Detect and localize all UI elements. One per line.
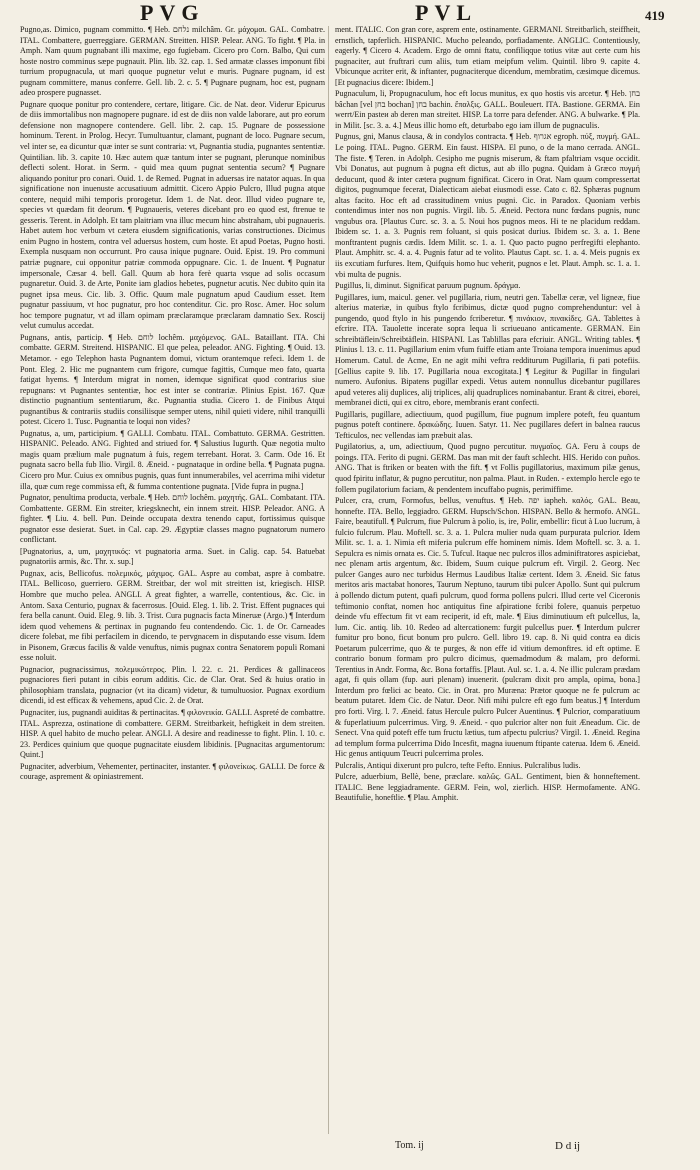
entry-pugnacior: Pugnacior, pugnacissimus, πολεμικώτερος. Plin. l. 22. c. 21. Perdices & gallinaceos pugnaciores fieri putant in cibis eorum additis. Cic. de Clar. Orat. Sed & huius oratio in philosophiam translata, pugnacior (vt ita dicam) videtur, & tumultuosior. Pugnax exordium dicendi, id est efficax & vehemens, apud Cic. 2. de Orat. (20, 664, 325, 706)
entry-pugillares: Pugillares, ium, maicul. gener. vel pugillaria, rium, neutri gen. Tabellæ ceræ, vel ligneæ, fiue alterius materiæ, in quibus ftylo fcribimus, dictæ quod pugno comprehenduntur: vel à pungendo, quod ftylo in his pungendo fcriberetur. ¶ πινάκιον, πινακίδες. GA. Tablettes à efcrire. ITA. Tauolette incerate sopra lequa li scriueuano anticamente. GERMAN. Ein schreibtäflein/Schreibtäflein. HISPANI. Las Tablillas para efcriuir. ANGL. Writing tables. ¶ Plinius l. 13. c. 11. Pugillarium enim vfum fuiffe etiam ante Troiana tempora inuenimus apud Homerum. Catul. de Acme, En ne agit mihi veftra redditurum Pugillaria, fi pati potefiis. [Gellius capite 9. lib. 17. Pugillaria noua excogitata.] ¶ Legitur & Pugillar in fingulari numero. Aufonius. Bipatens pugillar expedi. Vetus autem nonnullus dicebantur pugillares apud veteres alij duplices, alij triplices, alij quadruplices nominabantur. Erant & citrei, eborei, membranei dicti, qui ex citro, ebore, membranis erant confecti. (335, 292, 640, 408)
right-running-head: PVL (415, 0, 477, 25)
entry-pugnax: Pugnax, acis, Bellicofus. πολεμικός, μάχιμος. GAL. Aspre au combat, aspre à combatre. ITAL. Bellicoso, guerriero. GERM. Streitbar, der wol mit streitten ist, kriegisch. HISP. Hombre que mucho pelea. ANGLI. A great fighter, a warrelle, contentious, &c. Cic. in Antom. Saxa Centurio, pugnax & facerrosus. [Ouid. Eleg. 1. lib. 2. Trist. Effent pugnaces qui fera bella canunt. Ouid. Eleg. 9. lib. 3. Trist. Cura pugnacis facta Mineruæ (Argo.) ¶ Interdum idem quod vehemens & pertinax in pugnando feu contendendo. Cic. 1. de Or. Carneades dicere folebat, me fibi perfacilem in dicendo, te pervgnacem in disputando esse visum. Idem in Pisonem, Græcus facilis & valde venuftus, nimis pugnax contra Senatorem populi Romani esse noluit. (20, 568, 325, 663)
column-divider (328, 26, 329, 1134)
entry-pugno: Pugno,as. Dimico, pugnam committo. ¶ Heb. נלחם milchâm. Gr. μάχομαι. GAL. Combatre. ITAL. Combattere, guerreggiare. GERMAN. Streitten. HISP. Pelear. ANG. To fight. ¶ Pla. in Amph. Nam quum pugnabant illi maxime, ego fugiebam. Cicero pro Corn. Balbo, Qui cum hoste nostro comminus sæpe pugnauit. Plin. lib. 32. cap. 1. Sed armatæ classes imponunt fibi turrium propugnacula, ut mari quoque pugnetur velut e muris. Pugnare pugnam, id est pugnam committere, manus conferre. Gell. lib. 2. c. 5. ¶ Pugnare pugnam, hoc est, pugnam adeo prospere pugnasset. (20, 25, 325, 98)
entry-pugnatorius: [Pugnatorius, a, um, μαχητικός: vt pugnatoria arma. Suet. in Calig. cap. 54. Batuebat pugnatoriis armis, &c. Thr. x. sup.] (20, 546, 325, 567)
entry-pulcralis: Pulcralis, Antiqui dixerunt pro pulcro, tefte Fefto. Ennius. Pulcralibus ludis. (335, 760, 581, 770)
entry-pugnaciter: Pugnaciter, adverbium, Vehementer, pertinaciter, instanter. ¶ φιλονείκως. GALLI. De force & courage, asprement & opiniastrement. (20, 761, 325, 782)
right-column (335, 24, 640, 1134)
entry-pugillus: Pugillus, li, diminut. Significat paruum pugnum. δράγμα. (335, 281, 521, 291)
entry-pugnacitas: Pugnaciter, ius, pugnandi auiditas & pertinacitas. ¶ φιλονεικία. GALLI. Aspreté de combattre. ITAL. Asprezza, ostinatione di combattere. GERM. Streitbarkeit, heftigkeit in dem streiten. HISP. A quel habito de mucho pelear. ANGLI. A desire and readinesse to fight. Plin. l. 10. c. 23. Perdices quinium que quoque pugnacitate eiusdem libidinis. [Pugnacitas argumentorum: Quint.] (20, 708, 325, 760)
entry-pugnaciter-cont: ment. ITALIC. Con gran core, asprem ente, ostinamente. GERMANI. Streitbarlich, steiffheit, ernstlich, tapferlich. HISPANIC. Mucho peleando, porfiadamente. ANGLIC. Contentiously, eagerly. ¶ Cicero 4. Academ. Ergo de omni ftatu, confiliqque totius vitæ aut certe cum his pugnaciter, aut fruftrari cum aliis, tum etiam meipfum velim. Quintil. libro 9. capite 4. Vbicunque acriter erit, & inftanter, pugnaciterque dicendum, membratim, cæsimque dicemus. [Et pugnacius dicere: Ibidem.] (335, 25, 640, 87)
left-column (20, 24, 325, 1134)
signature-mark: D d ij (555, 1140, 581, 1152)
entry-pugillaris: Pugillaris, pugillare, adiectiuum, quod pugillum, fiue pugnum implere poteft, feu quantum pugnus poteft continere. δρακώδης. Iuuen. Satyr. 11. Nec pugillares defert in balnea raucus Tefticulos, nec vellendas iam præbuit alas. (335, 409, 640, 440)
entry-pulcer: Pulcer, cra, crum, Formofus, bellus, venuftus. ¶ Heb. יפה iapheh. καλός. GAL. Beau, honnefte. ITA. Bello, leggiadro. GERM. Hupsch/Schon. HISPAN. Bello & hermofo. ANGL. Faire, beautifull. ¶ Pulcrum, fiue Pulcrum à polio, is, ire, Polir, embellir: ficut à Luo lucrum, à fulcio fulcrum. Plau. Moftell. sc. 3. a. 1. Pulcra mulier nuda quam purpurata pulcrior. Idem Milit. sc. 1. a. 1. Nimia eft miferia pulcrum effe hominem nimis. Idem Moftell. sc. 3. a. 1. Sepulcra es nimis ornata es. Cic. 5. Tufcul. Itaque nec pulcros illos adminiftratores aspiciebat, nec plenam artis argentum, &c. Ibidem, Suum cuique pulcrum eft. Virgil. 2. Georg. Nec pulcer Ganges auro nec turbidus Hermus Laudibus Italiæ certent. Idem 3. Æneid. Sic fatus meritos aris mactabat honores, Taurum Neptuno, taurum tibi pulcer Apollo. Sunt qui pulcrum à pollendo dictum putent, quafi pulcrum, quod forma pollens pulcri. Illud certe vel Ciceronis teftimonio conftat, nomen hoc antiquitus fine afpiratione fcribi folere, quanuis perpetuo deinde vfu effectum fit vt eam reciperit, id eft, male. ¶ Eius diminutiuum eft pulcellus, la, lum. Cic. antiq. lib. 10. Redeo ad altercationem: furgit pulcellus puer. ¶ Interdum pulcrer fumitur pro bono, ficut bonum pro pulcro. Gell. libro 19. cap. 8. Ni quid contra ea dicis Poetarum pulcerrime, quo & te purges, & non effe id vitium demonftres. id eft optime. E contrario bonum formam pro pulcro dicimus, quemadmodum & malam, pro deformi. Terentius in Andr. Forma, &c. Bona fortaffis. [Plaut. Aul. sc. 1. a. 4. Ne illic pulcram prædam agat, fi quis ollam (fup. auri plenam) inuenerit. (pulcram dixit pro ampla, opima, bona.] Interdum pro fœlici ac beato. Cic. in Orat. pro Muræna: Prætor quoque ne fe pulcrum ac beatum putaret. Idem Cic. de Natur. Deor. Nifi mihi pulcre eft ego fum beatus.] ¶ Interdum pro forti. Virg. l. 7. Æneid. fatus Hercule pulcro Pulcer Auentinus. ¶ Pulcrior, comparatiuum & fuperlatiuum pulcerrimus. Virg. 9. Æneid. - quo pulcrior alter non fuit Æneadum. Cic. de Senect. Vna quid poteft effe tum fructu lætius, tum afpectu pulcrius? Virgil. 1. Æneid. Regina ad templum forma pulcerrima Dido Incesfit, magna iuuenum ftipante caterua. Idem 6. Æneid. Hic genus antiquum Teucri pulcerrima proles. (335, 496, 640, 759)
entry-pugnatus: Pugnatus, a, um, participium. ¶ GALLI. Combatu. ITAL. Combattuto. GERMA. Gestritten. HISPANIC. Peleado. ANG. Fighted and striued for. ¶ Salustius Iugurth. Quæ negotia multo magis quam prælium male pugnatum à fuis, regem terrebant. Horat. 3. Carm. Ode 16. Et pugnata sacro bella fub Ilio. Virgil. 8. Æneid. - pugnataque in ordine bella. ¶ Pugnata pugna. Cicero pro Mur. Cuius ex omnibus pugnis, quas funt innumerabiles, vel acerrima mihi videtur illa, quæ cum rege commissa eft, & fumma contentione pugnata. [Vide fupra in pugna.] (20, 428, 325, 491)
entry-pugnaculum: Pugnaculum, li, Propugnaculum, hoc eft locus munitus, ex quo hostis vis arcetur. ¶ Heb. בחן bâchan [vel בחן bochan] בחן bachin. ἔπαλξις. GALL. Bouleuert. ITA. Bastione. GERMA. Ein werrt/Ein pasteи ab deren man streitet. HISP. La torre para defender. ANG. A bulwarke. ¶ Pla. in Milit. [sc. 3. a. 4.] Meus illic homo eft, deturbabo ego iam illum de pugnaculis. (335, 89, 640, 130)
entry-pugnus: Pugnus, gni, Manus clausa, & in condylos contracta. ¶ Heb. אגרוף egroph. πύξ, πυγμή. GAL. Le poing. ITAL. Pugno. GERM. Ein faust. HISPA. El puno, o de la mano cerrada. ANGL. The fiste. ¶ Teren. in Adolph. Cesipho me pugnis miserum, & ftam pfaltriam vsque occidit. Vbi Donatus, aut pugnum à pugna eft dictus, aut ab illo pugna. Quidam à Græco πυγμή deducunt, quod & inter cætera pugnum fignificat. Cicero in Orat. Nam quum compressertat digitos, pugnumque fecerat, Dialecticam aiebat eiusmodi esse. Cato c. 82. Sphæras pugnum altas facito. Hoc eft ad crassitudinem vnius pugni. Cic. in Paradox. Quoniam verbis contendimus inter nos non pugnis. Virgil. lib. 5. Æneid. Pectora nunc fœdans pugnis, nunc vngubus ora. [Plautus Curc. sc. 3. a. 5. Noui hos pugnos meos. Hi te ne placidum reddam. Ibidem sc. 1. a. 3. Pugnis rem foluant, si quis posicat durius. Ibidem sc. 3. a. 1. Bene monftrantent pugnis cædis. Idem Milit. sc. 1. a. 1. Quo pacto pugno perfregifti elephanto. Plaut. Amphitr. sc. 4. a. 4. Pugnis fatur ad te volito. Plautus Capt. sc. 1. a. 4. Meis pugnis ex iis excutiam furfures. Item, Quifquis homo huc veherit, pugnos e let. Plaut. Amph. sc. 1. a. 1. vbi multa de pugnis. (335, 132, 640, 279)
entry-pugnans: Pugnans, antis, particip. ¶ Heb. לוחם lochêm. μαχόμενος. GAL. Bataillant. ITA. Chi combatte. GERM. Streitend. HISPANIC. El que pelea, peleador. ANG. Fighting. ¶ Ouid. 13. Metamor. - ego Telephon hasta Pugnantem domui, victum orantemque refeci. Idem 1. de Pont. Eleg. 2. Hic me pugnantem cum frigore, cumque fagittis, Cumque meo fato, quarta fatigat hyems. ¶ Interdum migrat in nomen, idemque significat quod contrarius siue repugnans: vt Pugnantes sententiæ, hoc est inter se contrariæ. Plinius Epist. 167. Quæ distinctio pugnantium sententiarum, &c. Pugnantia studia. Cicero 1. de Finibus Atqui pugnantibus & contrariis studiis consiliisque semper utens, nihil quieti videre, nihil tranquilli potest. Cicero 1. Tusc. Pugnantia te loqui non vides? (20, 332, 325, 427)
entry-pugno-contendere: Pugnare quoque ponitur pro contendere, certare, litigare. Cic. de Nat. deor. Viderur Epicurus de diis immortalibus non magnopere pugnare. id est de diis non valde laborare, aut pro eorum defensione non magnopere contendere. Gell. libr. 2. cap. 15. Pugnare de possessione hominum. Terent. in Prolog. Hecyr. Tumultuantur, clamant, pugnant de loco. Pugnare secum, vel inter se, ea dicuntur quæ inter se sunt contraria: vt, Pugnantia studia, pugnantes sententiæ. Quintilian. lib. 3. capite 10. Hæc autem quæ tantum inter se pugnant, plerunque nominibus deflecti solent. Horat. in Serm. - quid mea quum pugnat sententia secum? ¶ Pugnare aliquando ponitur pro conari. Ouid. 1. de Remed. Pugnat in aduersas ire natator aquas. In qua significatione non inuenuste accusatiuum admittit. Cicero Appio Pulcro, Illud pugna atque contere, nequid mihi temporis prorogetur. Idem 1. de Nat. deor. Illud video pugnare te, species vt quædam fit deorum. ¶ Pugnaueris, veteres dicebant pro eo quod est, ftrenue te gesseris. Terent. in Adolph. Et tam plaitriam vna illuc mecum hinc abstraham, ubi pugnaueris. Habet autem hoc verbum vt cætera eiusdem significationis, varias constructiones. Dicimus enim Pugno in hostem, contra vel aduersus hostem, cum hoste. Et apud Poetas, Pugno hosti. Exempla nusquam non occurrunt. Pro causa inique pugnare. Ouid. Epist. 19. Pro communi patriæ pugnare, cui opponitur patriæ commoda oppugnare. Cic. 1. de Inuent. ¶ Pugnatur impersonale, Cæsar 4. bell. Gall. Quum ab hora ferè quarta vsque ad solis occasum pugnaretur. Ouid. 3. de Arte, Ponite iam gladios hebetes, pugnetur acutis. Nec dubito quin ita pugnet ipsa meus. Cic. lib. 3. Offic. Quum male pugnatum apud Caudium esset. Item pugnatur passiuum, vt hoc pugnatur, pro hoc contenditur. Cic. pro Rosc. Amer. Hoc solum hoc tempore pugnatur, vt ad illam opimam præclaramque præclaram damnatio Sex. Roscij velut cumulus accedat. (20, 99, 325, 331)
entry-pugilatorius: Pugilatorius, a, um, adiectiuum, Quod pugno percutitur. πυγμαῖος. GA. Feru à coups de poings. ITA. Ferito di pugni. GERM. Das man mit der fauft schlecht. HIS. Herido con puños. ANG. That is ftriken or beaten with the fift. ¶ vt Follis pugillatorius, maximum pilæ genus, quod fpiritu inflatur, & pugno percutitur, non palma. Plaut. in Ruden. - extemplo hercle ego te follem pugilatorium faciam, & pendentem incuffabo pugnis, perimiffime. (335, 442, 640, 494)
left-running-head: PVG (140, 0, 205, 25)
entry-pugnator: Pugnator, penultima producta, verbale. ¶ Heb. לוחם lochêm. μαχητής. GAL. Combatant. ITA. Combattente. GERM. Ein streiter, kriegsknecht, ein innem streit. HISP. Peleador. ANG. A fighter. ¶ Liu. 4. bell. Pun. Deinde occupata dextra tenendo caput, fortissimus quisque pugnator esse desierat. Suet. in Cal. cap. 29. Ægyptiæ classes magno pugnatorum numero conflictant. (20, 493, 325, 545)
entry-pulcre: Pulcre, aduerbium, Bellè, bene, præclare. καλῶς. GAL. Gentiment, bien & honneftement. ITALIC. Bene leggiadramente. GERM. Fein, wol, zierlich. HISP. Hermofamente. ANG. Beautifulie, honeftlie. ¶ Plau. Amphit. (335, 772, 640, 803)
volume-mark: Tom. ij (395, 1140, 424, 1151)
page-number: 419 (645, 8, 665, 23)
